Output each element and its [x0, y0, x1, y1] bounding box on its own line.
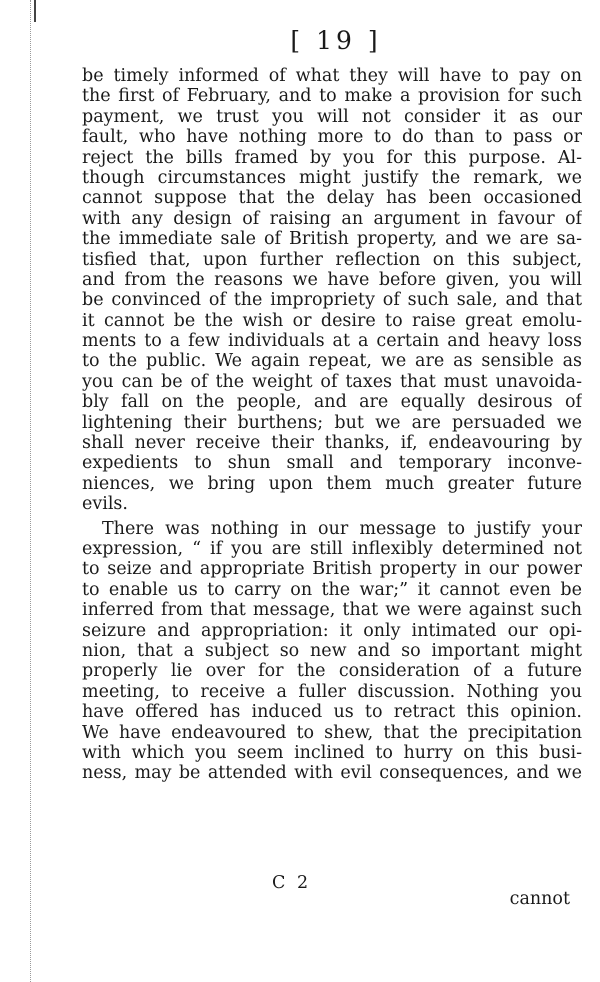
text-line: to enable us to carry on the war;” it cannot even be	[82, 579, 582, 600]
text-line: the first of February, and to make a provision for such	[82, 86, 582, 107]
text-line: lightening their burthens; but we are persuaded we	[82, 412, 582, 433]
text-line: We have endeavoured to shew, that the precipitation	[82, 722, 582, 743]
text-line: expedients to shun small and temporary inconve-	[82, 453, 582, 474]
text-line: inferred from that message, that we were against such	[82, 600, 582, 621]
page-number: [ 19 ]	[290, 26, 382, 55]
binding-mark	[34, 0, 36, 22]
text-line: with which you seem inclined to hurry on this busi-	[82, 742, 582, 763]
text-line: cannot suppose that the delay has been occasioned	[82, 188, 582, 209]
text-line: be convinced of the impropriety of such sale, and that	[82, 290, 582, 311]
text-line: niences, we bring upon them much greater future	[82, 473, 582, 494]
text-line: to the public. We again repeat, we are as sensible as	[82, 351, 582, 372]
text-line: ness, may be attended with evil consequences, and we	[82, 763, 582, 784]
text-line: ments to a few individuals at a certain and heavy loss	[82, 331, 582, 352]
text-line: you can be of the weight of taxes that must unavoida-	[82, 371, 582, 392]
signature-mark: C 2	[272, 873, 312, 893]
text-line: have offered has induced us to retract this opinion.	[82, 702, 582, 723]
text-line: There was nothing in our message to justify your	[102, 518, 582, 539]
text-line: shall never receive their thanks, if, endeavouring by	[82, 433, 582, 454]
body-text	[82, 66, 582, 784]
text-line: to seize and appropriate British property in our power	[82, 559, 582, 580]
paragraph-1	[82, 66, 582, 515]
text-line: properly lie over for the consideration of a future	[82, 661, 582, 682]
text-line: seizure and appropriation: it only intimated our opi-	[82, 620, 582, 641]
text-line: expression, “ if you are still inflexibly determined not	[82, 538, 582, 559]
text-line: it cannot be the wish or desire to raise great emolu-	[82, 310, 582, 331]
text-line: fault, who have nothing more to do than to pass or	[82, 127, 582, 148]
catchword: cannot	[509, 889, 570, 909]
paragraph-2	[82, 519, 582, 784]
text-line: tisfied that, upon further reflection on this subject,	[82, 249, 582, 270]
binding-edge	[30, 0, 31, 982]
text-line: the immediate sale of British property, and we are sa-	[82, 229, 582, 250]
text-line: be timely informed of what they will have to pay on	[82, 66, 582, 86]
text-line: meeting, to receive a fuller discussion. Nothing you	[82, 681, 582, 702]
text-line: evils.	[82, 494, 128, 515]
text-line: nion, that a subject so new and so important might	[82, 640, 582, 661]
text-line: bly fall on the people, and are equally desirous of	[82, 392, 582, 413]
text-line: payment, we trust you will not consider it as our	[82, 106, 582, 127]
text-line: reject the bills framed by you for this purpose. Al-	[82, 147, 582, 168]
text-line: though circumstances might justify the remark, we	[82, 167, 582, 188]
text-line: and from the reasons we have before given, you will	[82, 269, 582, 290]
page-footer	[82, 873, 582, 909]
text-line: with any design of raising an argument in favour of	[82, 208, 582, 229]
